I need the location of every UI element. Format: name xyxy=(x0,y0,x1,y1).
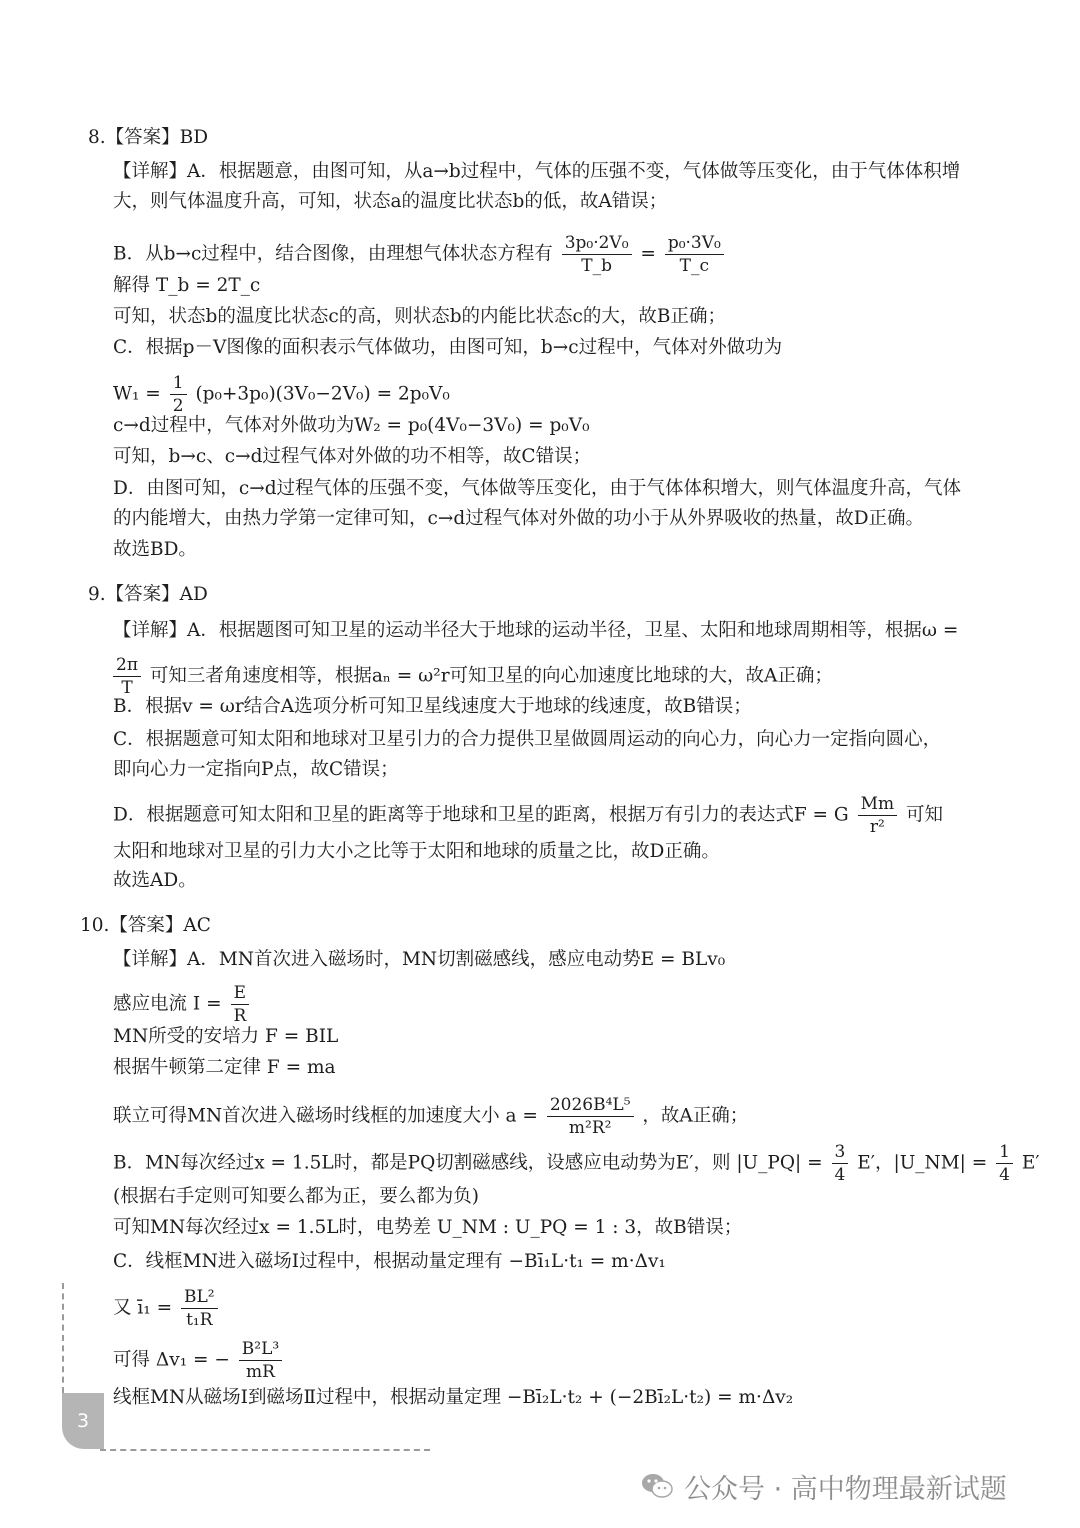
q10-current-fraction xyxy=(230,982,249,1027)
q10-u2-bottom: 4 xyxy=(999,1165,1010,1185)
q10-ibar-fraction xyxy=(181,1286,218,1331)
q10-line-6-tail: E′ xyxy=(1021,1152,1040,1174)
page-number-tab xyxy=(62,1393,104,1449)
q8-line-11: 的内能增大，由热力学第一定律可知，c→d过程气体对外做的功小于从外界吸收的热量，故D正确。 xyxy=(113,508,925,529)
q10-u1-bottom: 4 xyxy=(834,1165,846,1185)
q10-line-2 xyxy=(113,982,252,1027)
q8-line-3-text: B．从b→c过程中，结合图像，由理想气体状态方程有 xyxy=(113,243,553,265)
q9-line-7: 太阳和地球对卫星的引力大小之比等于太阳和地球的质量之比，故D正确。 xyxy=(113,841,720,862)
q8-line-3 xyxy=(113,232,727,277)
q10-line-6 xyxy=(113,1141,1040,1186)
q8-fraction-1-top: 3p₀·2V₀ xyxy=(562,232,632,255)
watermark-text: 公众号 · 高中物理最新试题 xyxy=(684,1473,1007,1505)
page-number: 3 xyxy=(76,1410,90,1432)
q10-line-10 xyxy=(113,1286,221,1331)
q8-fraction-2 xyxy=(665,232,724,277)
q9-line-2 xyxy=(113,654,833,699)
q9-line-6 xyxy=(113,793,943,838)
q10-accel-fraction xyxy=(547,1094,634,1139)
q10-line-11 xyxy=(113,1338,285,1383)
q10-u2-fraction xyxy=(996,1141,1013,1186)
q8-line-1: 【详解】A．根据题意，由图可知，从a→b过程中，气体的压强不变，气体做等压变化，由于气体体积增 xyxy=(113,161,961,182)
q10-ibar-top: BL² xyxy=(181,1286,218,1309)
q10-line-3: MN所受的安培力 F = BIL xyxy=(113,1026,339,1047)
q9-line-2-text: 可知三者角速度相等，根据aₙ = ω²r可知卫星的向心加速度比地球的大，故A正确； xyxy=(149,665,833,687)
footer-dashed-rule xyxy=(100,1449,430,1451)
q8-fraction-1-bottom: T_b xyxy=(581,256,612,276)
q10-current-top: E xyxy=(231,982,249,1005)
q8-line-6: C．根据p－V图像的面积表示气体做功，由图可知，b→c过程中，气体对外做功为 xyxy=(113,337,783,358)
q8-line-9: 可知，b→c、c→d过程气体对外做的功不相等，故C错误； xyxy=(113,446,592,467)
q10-current-bottom: R xyxy=(233,1006,247,1026)
q10-ibar-bottom: t₁R xyxy=(186,1310,213,1330)
q9-gravity-fraction xyxy=(858,793,898,838)
q9-gravity-bottom: r² xyxy=(869,817,885,837)
q9-line-6-tail: 可知 xyxy=(906,804,944,826)
q9-heading: 9.【答案】AD xyxy=(88,584,208,605)
q9-line-3: B．根据v = ωr结合A选项分析可知卫星线速度大于地球的线速度，故B错误； xyxy=(113,696,752,717)
q8-half-fraction xyxy=(170,372,187,417)
q10-line-8: 可知MN每次经过x = 1.5L时，电势差 U_NM : U_PQ = 1 : 3，故B错误； xyxy=(113,1217,743,1238)
q9-line-1: 【详解】A．根据题图可知卫星的运动半径大于地球的运动半径，卫星、太阳和地球周期相等，根据ω = xyxy=(113,620,959,641)
margin-dashed-vertical xyxy=(62,1283,64,1393)
q10-line-6-text: B．MN每次经过x = 1.5L时，都是PQ切割磁感线，设感应电动势为E′，则 |U_PQ| = xyxy=(113,1152,823,1174)
q10-dv-label: 可得 Δv₁ = − xyxy=(113,1349,230,1371)
q9-omega-fraction xyxy=(113,654,141,699)
q10-accel-bottom: m²R² xyxy=(568,1118,612,1138)
q10-line-12: 线框MN从磁场Ⅰ到磁场Ⅱ过程中，根据动量定理 −Bī₂L·t₂ + (−2Bī₂L·t₂) = m·Δv₂ xyxy=(113,1387,794,1408)
q8-fraction-2-bottom: T_c xyxy=(679,256,710,276)
q10-u1-fraction xyxy=(832,1141,849,1186)
q8-line-2: 大，则气体温度升高，可知，状态a的温度比状态b的低，故A错误； xyxy=(113,191,668,212)
q10-dv-top: B²L³ xyxy=(239,1338,282,1361)
q10-current-label: 感应电流 I = xyxy=(113,993,222,1015)
q10-line-7: (根据右手定则可知要么都为正，要么都为负) xyxy=(113,1186,479,1207)
q8-half-top: 1 xyxy=(170,372,187,395)
q9-line-5: 即向心力一定指向P点，故C错误； xyxy=(113,759,399,780)
q8-line-4: 解得 T_b = 2T_c xyxy=(113,275,261,296)
q9-line-6-text: D．根据题意可知太阳和卫星的距离等于地球和卫星的距离，根据万有引力的表达式F = G xyxy=(113,804,849,826)
q8-fraction-1 xyxy=(562,232,632,277)
q8-line-10: D．由图可知，c→d过程气体的压强不变，气体做等压变化，由于气体体积增大，则气体温度升高，气体 xyxy=(113,478,962,499)
q10-line-6-mid: E′，|U_NM| = xyxy=(857,1152,988,1174)
q8-w1-expression: (p₀+3p₀)(3V₀−2V₀) = 2p₀V₀ xyxy=(195,383,450,405)
watermark xyxy=(640,1466,1007,1506)
q10-accel-top: 2026B⁴L⁵ xyxy=(547,1094,634,1117)
q10-dv-fraction xyxy=(239,1338,282,1383)
q10-line-5 xyxy=(113,1094,748,1139)
q8-fraction-2-top: p₀·3V₀ xyxy=(665,232,724,255)
q8-line-7 xyxy=(113,372,450,417)
q8-equals: = xyxy=(640,243,656,265)
q8-heading: 8.【答案】BD xyxy=(88,127,209,148)
q8-line-8: c→d过程中，气体对外做功为W₂ = p₀(4V₀−3V₀) = p₀V₀ xyxy=(113,415,590,436)
q9-line-4: C．根据题意可知太阳和地球对卫星引力的合力提供卫星做圆周运动的向心力，向心力一定指向圆心， xyxy=(113,729,942,750)
q8-half-bottom: 2 xyxy=(172,396,184,416)
q10-line-1: 【详解】A．MN首次进入磁场时，MN切割磁感线，感应电动势E = BLv₀ xyxy=(113,949,726,970)
q10-u2-top: 1 xyxy=(996,1141,1013,1164)
q10-u1-top: 3 xyxy=(832,1141,849,1164)
q8-line-12: 故选BD。 xyxy=(113,539,197,560)
q10-dv-bottom: mR xyxy=(246,1362,275,1382)
q10-accel-tail: ，故A正确； xyxy=(642,1105,749,1127)
q9-gravity-top: Mm xyxy=(858,793,898,816)
q9-omega-top: 2π xyxy=(113,654,141,677)
wechat-icon xyxy=(640,1471,674,1501)
q10-ibar-label: 又 ī₁ = xyxy=(113,1297,173,1319)
q8-line-5: 可知，状态b的温度比状态c的高，则状态b的内能比状态c的大，故B正确； xyxy=(113,306,727,327)
q9-omega-bottom: T xyxy=(121,678,133,698)
q10-heading: 10.【答案】AC xyxy=(80,915,211,936)
q10-line-4: 根据牛顿第二定律 F = ma xyxy=(113,1057,336,1078)
q10-line-9: C．线框MN进入磁场Ⅰ过程中，根据动量定理有 −Bī₁L·t₁ = m·Δv₁ xyxy=(113,1251,666,1272)
q10-accel-label: 联立可得MN首次进入磁场时线框的加速度大小 a = xyxy=(113,1105,538,1127)
q9-line-8: 故选AD。 xyxy=(113,870,197,891)
q8-w1-label: W₁ = xyxy=(113,383,161,405)
